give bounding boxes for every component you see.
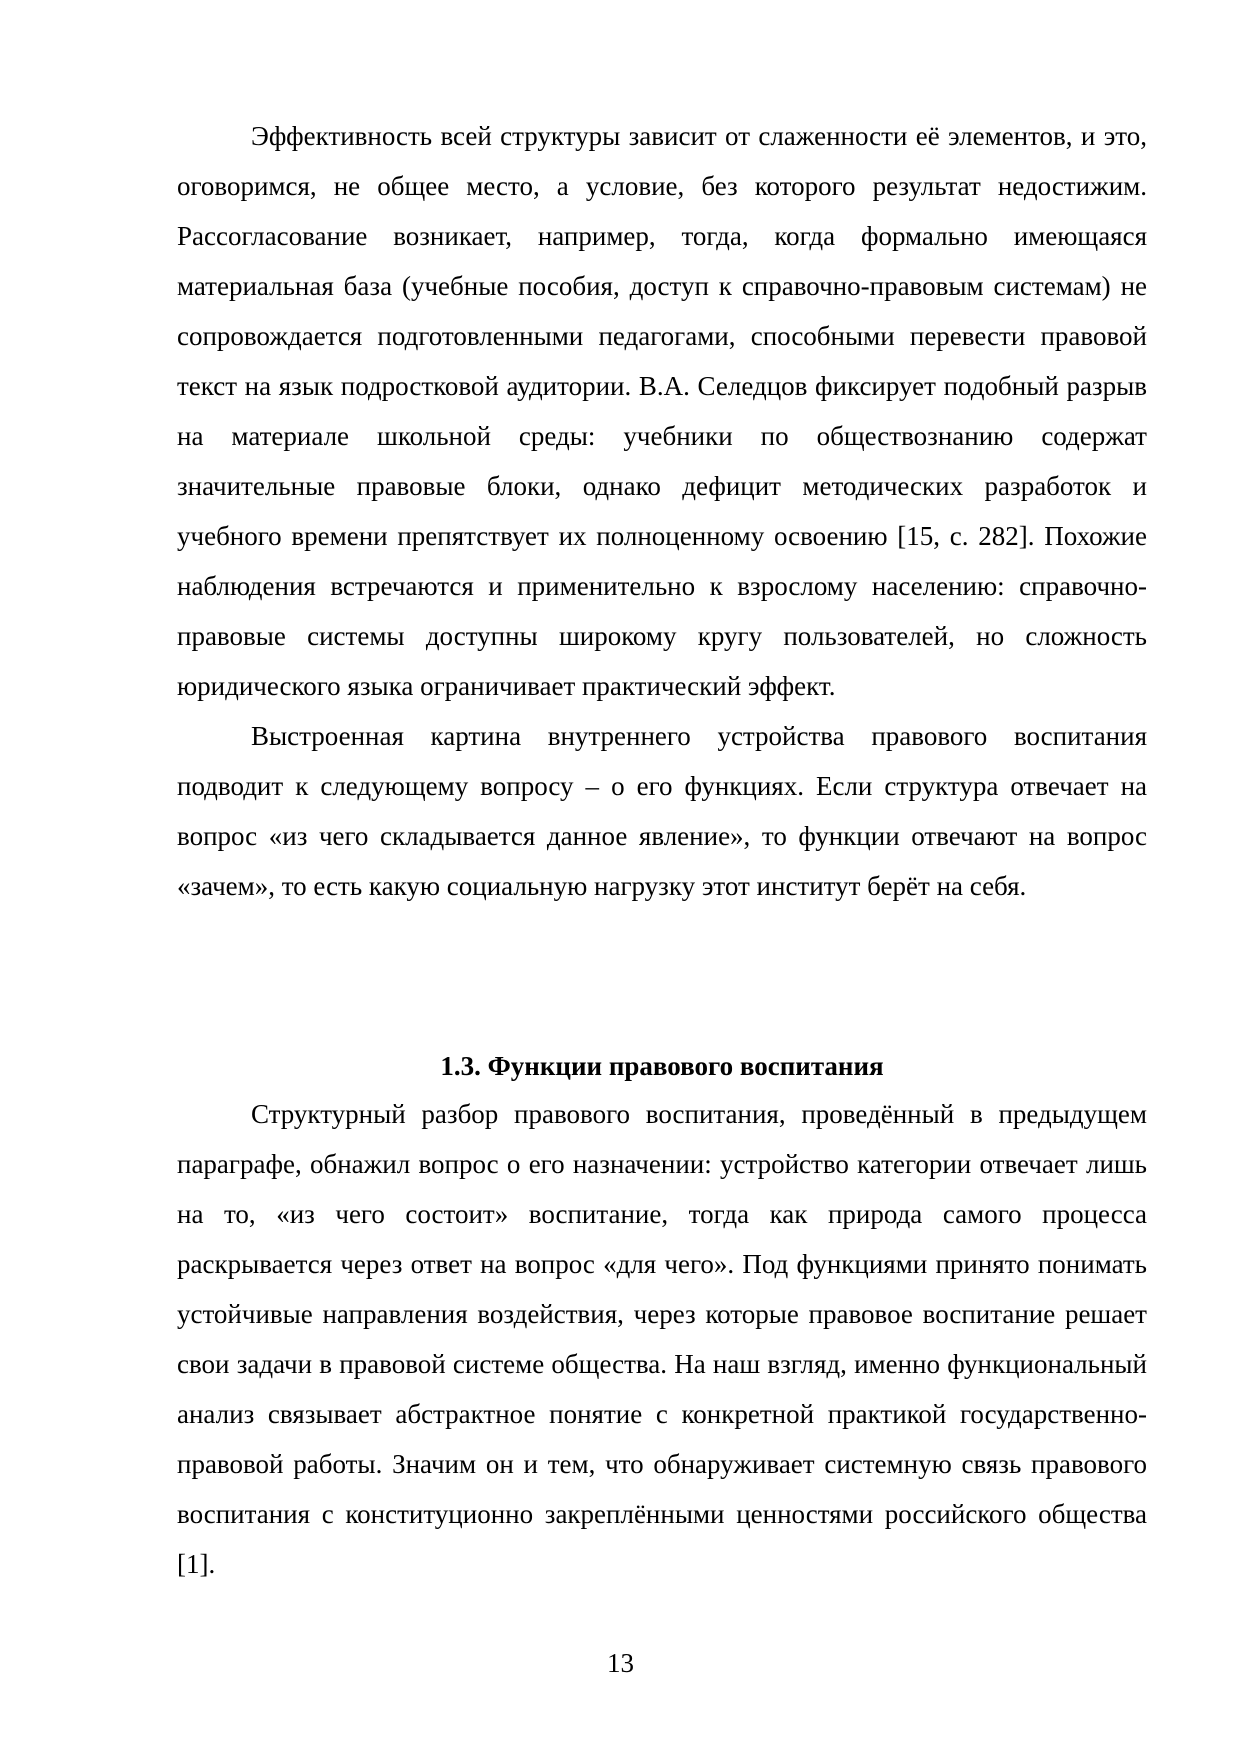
paragraph-functions-definition: Структурный разбор правового воспитания, проведённый в предыдущем параграфе, обнажил вопрос о его назначении: устройство категории отвечает лишь на то, «из чего состоит» воспитание, тогда как природа самого процесса раскрывается через ответ на вопрос «для чего». Под функциями принято понимать устойчивые направления воздействия, через которые правовое воспитание решает свои задачи в правовой системе общества. На наш взгляд, именно функциональный анализ связывает абстрактное понятие с конкретной практикой государственно-правовой работы. Значим он и тем, что обнаруживает системную связь правового воспитания с конституционно закреплёнными ценностями российского общества [1]. xyxy=(177,1099,1147,1579)
body-text-before-heading xyxy=(177,111,1147,911)
page-number: 13 xyxy=(607,1648,634,1678)
body-text-after-heading xyxy=(177,1089,1147,1589)
paragraph-structure-coherence: Эффективность всей структуры зависит от слаженности её элементов, и это, оговоримся, не общее место, а условие, без которого результат недостижим. Рассогласование возникает, например, тогда, когда формально имеющаяся материальная база (учебные пособия, доступ к справочно-правовым системам) не сопровождается подготовленными педагогами, способными перевести правовой текст на язык подростковой аудитории. В.А. Селедцов фиксирует подобный разрыв на материале школьной среды: учебники по обществознанию содержат значительные правовые блоки, однако дефицит методических разработок и учебного времени препятствует их полноценному освоению [15, с. 282]. Похожие наблюдения встречаются и применительно к взрослому населению: справочно-правовые системы доступны широкому кругу пользователей, но сложность юридического языка ограничивает практический эффект. xyxy=(177,121,1147,701)
paragraph-transition-to-functions: Выстроенная картина внутреннего устройства правового воспитания подводит к следующему вопросу – о его функциях. Если структура отвечает на вопрос «из чего складывается данное явление», то функции отвечают на вопрос «зачем», то есть какую социальную нагрузку этот институт берёт на себя. xyxy=(177,721,1147,901)
section-heading: 1.3. Функции правового воспитания xyxy=(440,1051,884,1081)
